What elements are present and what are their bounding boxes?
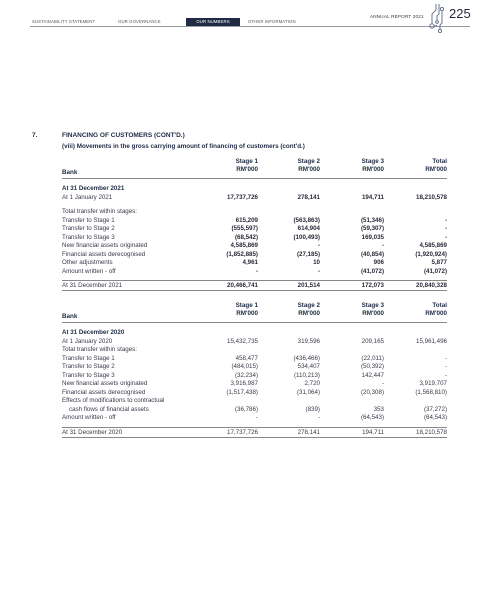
movement-table-2021 xyxy=(62,158,447,291)
circuit-decoration-icon xyxy=(427,4,447,34)
table-column-header xyxy=(62,302,447,322)
nav-sustainability-statement[interactable]: SUSTAINABILITY STATEMENT xyxy=(32,19,96,24)
table-total-row: At 31 December 2020 17,737,726 278,141 194,711 18,210,578 xyxy=(62,428,447,436)
table-row: Amount written - off - - (64,543) (64,543) xyxy=(62,414,447,421)
table-row: cash flows of financial assets (36,786) (839) 353 (37,272) xyxy=(69,405,447,413)
table-row: At 1 January 2021 17,737,726 278,141 194,711 18,210,578 xyxy=(62,193,447,201)
table-row: Total transfer within stages: xyxy=(62,208,137,215)
column-stage-1: Stage 1 RM'000 xyxy=(235,302,258,317)
table-row: Transfer to Stage 1 458,477 (436,466) (22,011) - xyxy=(62,354,447,362)
table-row: New financial assets originated 3,916,987 2,720 - 3,919,707 xyxy=(62,380,447,387)
movement-table-2020 xyxy=(62,302,447,438)
bank-label: Bank xyxy=(62,169,78,176)
column-stage-3: Stage 3 RM'000 xyxy=(361,158,384,173)
column-stage-2: Stage 2 RM'000 xyxy=(297,158,320,173)
table-row: Amount written - off - - (41,072) (41,072) xyxy=(62,267,447,275)
table-rule xyxy=(62,290,447,291)
table-row: Transfer to Stage 1 615,209 (563,863) (51,346) - xyxy=(62,216,447,224)
bank-label: Bank xyxy=(62,313,78,320)
table-row: Financial assets derecognised (1,517,438) (31,064) (20,308) (1,568,810) xyxy=(62,388,447,396)
column-stage-1: Stage 1 RM'000 xyxy=(235,158,258,173)
section-nav xyxy=(30,18,310,26)
nav-our-numbers[interactable]: OUR NUMBERS xyxy=(186,18,240,26)
section-subtitle: (viii) Movements in the gross carrying amount of financing of customers (cont'd.) xyxy=(62,143,305,150)
table-heading-row: At 31 December 2020 xyxy=(62,329,125,336)
table-rule xyxy=(62,437,447,438)
section-number: 7. xyxy=(32,132,38,139)
table-row: New financial assets originated 4,585,869 - - 4,585,869 xyxy=(62,242,447,249)
column-stage-3: Stage 3 RM'000 xyxy=(361,302,384,317)
table-total-row: At 31 December 2021 20,466,741 201,514 172,073 20,840,328 xyxy=(62,282,447,289)
header-rule xyxy=(30,26,470,27)
nav-our-governance[interactable]: OUR GOVERNANCE xyxy=(118,19,161,24)
nav-other-information[interactable]: OTHER INFORMATION xyxy=(248,19,296,24)
table-row: At 1 January 2020 15,432,735 319,596 209,165 15,961,496 xyxy=(62,337,447,345)
table-row: Transfer to Stage 2 (555,597) 614,904 (59,307) - xyxy=(62,225,447,232)
table-row: Transfer to Stage 3 (68,542) (100,493) 169,035 - xyxy=(62,233,447,241)
table-row: Transfer to Stage 3 (32,234) (110,213) 142,447 - xyxy=(62,371,447,379)
annual-report-label: ANNUAL REPORT 2021 xyxy=(370,14,424,19)
table-row: Financial assets derecognised (1,852,885) (27,185) (40,854) (1,920,924) xyxy=(62,250,447,258)
column-total: Total RM'000 xyxy=(425,158,447,173)
table-row: Transfer to Stage 2 (484,015) 534,407 (50,392) - xyxy=(62,363,447,370)
page-number: 225 xyxy=(449,6,471,21)
column-total: Total RM'000 xyxy=(425,302,447,317)
table-row: Effects of modifications to contractual xyxy=(62,397,165,404)
table-row: Other adjustments 4,961 10 906 5,877 xyxy=(62,259,447,266)
table-row: Total transfer within stages: xyxy=(62,346,137,353)
table-heading-row: At 31 December 2021 xyxy=(62,185,125,192)
column-stage-2: Stage 2 RM'000 xyxy=(297,302,320,317)
section-title: FINANCING OF CUSTOMERS (CONT'D.) xyxy=(62,132,185,139)
table-column-header xyxy=(62,158,447,178)
